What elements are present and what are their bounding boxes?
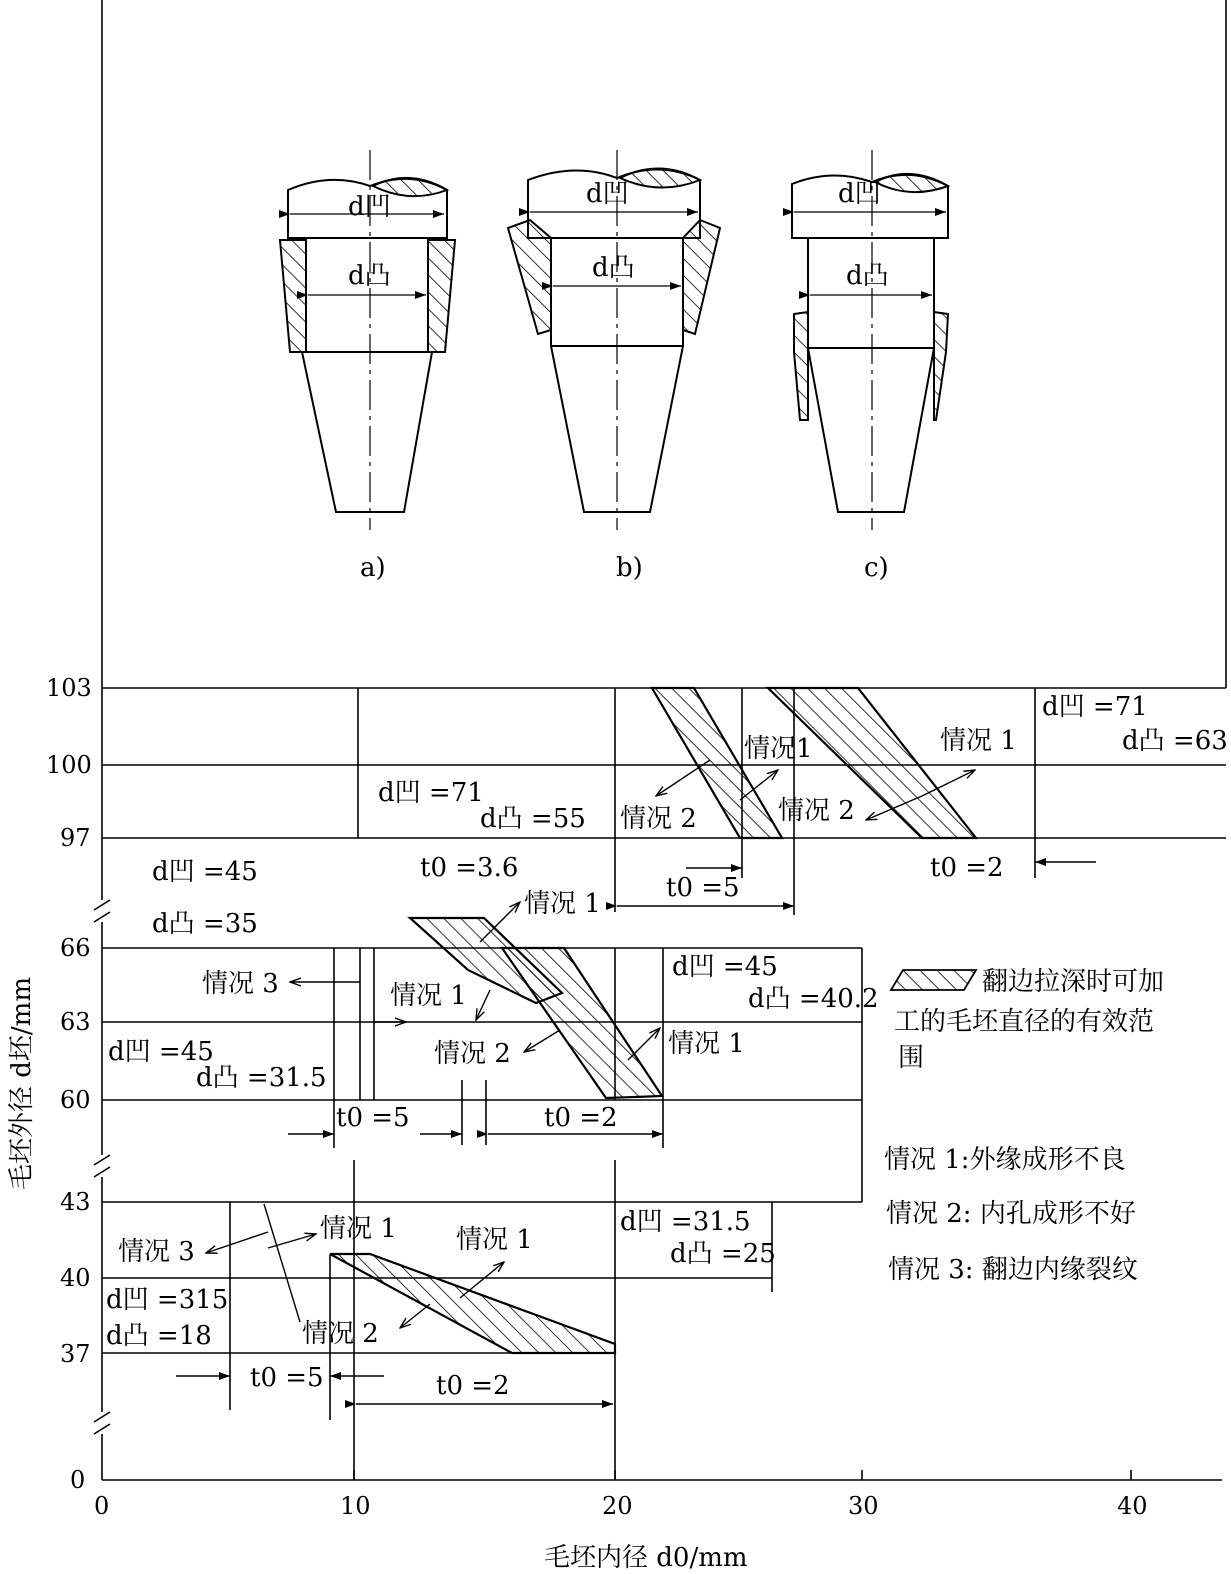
mid-punch-35: d凸 =35: [152, 909, 258, 939]
panel-a-caption: a): [360, 553, 386, 583]
top-punch-63: d凸 =63: [1122, 726, 1228, 756]
panel-a-punch-label: d凸: [348, 261, 391, 291]
panel-b-die-label: d凹: [586, 179, 629, 209]
panel-b-punch-label: d凸: [592, 253, 635, 283]
x-tick-40: 40: [1117, 1492, 1148, 1520]
pin-c: [808, 348, 934, 512]
y-tick-0: 0: [70, 1466, 86, 1494]
legend-case3: 情况 3: 翻边内缘裂纹: [888, 1255, 1138, 1285]
bot-punch-18: d凸 =18: [106, 1321, 212, 1351]
panel-a-die-label: d凹: [348, 192, 391, 222]
blank-c-left: [794, 312, 808, 420]
legend-hatch-swatch: [891, 970, 976, 990]
y-tick-103: 103: [46, 674, 92, 702]
top-case1-b: 情况 1: [940, 726, 1017, 756]
top-t0-2: t0 =2: [930, 853, 1004, 883]
legend-hatch-text-1: 翻边拉深时可加: [982, 967, 1165, 997]
mid-die-45-b: d凹 =45: [108, 1037, 214, 1067]
bot-case1-b: 情况 1: [456, 1225, 533, 1255]
top-case2-b: 情况 2: [778, 796, 855, 826]
panel-c-punch-label: d凸: [846, 261, 889, 291]
mid-t0-5: t0 =5: [336, 1103, 410, 1133]
blank-b-left: [508, 220, 551, 334]
bot-t0-5: t0 =5: [250, 1363, 324, 1393]
bot-case3: 情况 3: [118, 1237, 195, 1267]
y-tick-100: 100: [46, 751, 92, 779]
bot-case1-a: 情况 1: [320, 1214, 397, 1244]
legend-case2: 情况 2: 内孔成形不好: [886, 1199, 1136, 1229]
y-tick-37: 37: [60, 1340, 91, 1368]
panel-c-caption: c): [864, 553, 889, 583]
y-tick-43: 43: [60, 1188, 91, 1216]
mid-die-45-a: d凹 =45: [152, 857, 258, 887]
top-case2-a: 情况 2: [620, 804, 697, 834]
top-t0-5: t0 =5: [666, 873, 740, 903]
blank-a-right: [428, 240, 455, 352]
legend-hatch-text-3: 围: [898, 1043, 925, 1073]
bot-case2: 情况 2: [302, 1319, 379, 1349]
y-tick-40: 40: [60, 1264, 91, 1292]
y-tick-66: 66: [60, 934, 91, 962]
legend: [884, 967, 1164, 1285]
y-tick-63: 63: [60, 1008, 91, 1036]
legend-case1: 情况 1:外缘成形不良: [884, 1145, 1126, 1175]
top-die-71-left: d凹 =71: [378, 778, 484, 808]
panel-b-caption: b): [616, 553, 643, 583]
bot-die-315b: d凹 =315: [106, 1285, 229, 1315]
x-tick-20: 20: [602, 1492, 633, 1520]
mid-case1-a: 情况 1: [524, 889, 601, 919]
blank-c-right: [934, 312, 948, 420]
legend-hatch-text-2: 工的毛坯直径的有效范: [894, 1007, 1155, 1037]
x-tick-30: 30: [848, 1492, 879, 1520]
region-mid-t2: [502, 948, 662, 1098]
x-axis-label: 毛坯内径 d0/mm: [544, 1543, 748, 1573]
mid-punch-315: d凸 =31.5: [196, 1063, 327, 1093]
mid-t0-2: t0 =2: [544, 1103, 618, 1133]
die-c-section: [875, 174, 948, 192]
mid-die-45-c: d凹 =45: [672, 952, 778, 982]
punch-c: [808, 238, 934, 348]
blank-b-right: [683, 220, 720, 334]
mid-punch-402: d凸 =40.2: [748, 984, 879, 1014]
blank-a-left: [280, 240, 306, 352]
bot-t0-2: t0 =2: [436, 1371, 510, 1401]
bot-punch-25: d凸 =25: [670, 1239, 776, 1269]
mid-case3: 情况 3: [202, 969, 279, 999]
pin-a: [302, 352, 432, 512]
y-tick-97: 97: [60, 824, 91, 852]
mid-case1-b: 情况 1: [390, 981, 467, 1011]
mid-t0-36: t0 =3.6: [420, 853, 519, 883]
top-die-71-right: d凹 =71: [1042, 692, 1148, 722]
y-tick-60: 60: [60, 1086, 91, 1114]
panel-c-die-label: d凹: [838, 179, 881, 209]
top-case1-a: 情况1: [744, 734, 813, 764]
mid-case1-c: 情况 1: [668, 1029, 745, 1059]
x-tick-10: 10: [340, 1492, 371, 1520]
y-axis-label: 毛坯外径 d坯/mm: [7, 977, 37, 1190]
bot-die-315: d凹 =31.5: [620, 1207, 751, 1237]
top-punch-55: d凸 =55: [480, 804, 586, 834]
x-tick-marks: [354, 1470, 1131, 1480]
die-b-section: [620, 168, 700, 187]
mid-case2: 情况 2: [434, 1039, 511, 1069]
x-tick-0: 0: [94, 1492, 110, 1520]
